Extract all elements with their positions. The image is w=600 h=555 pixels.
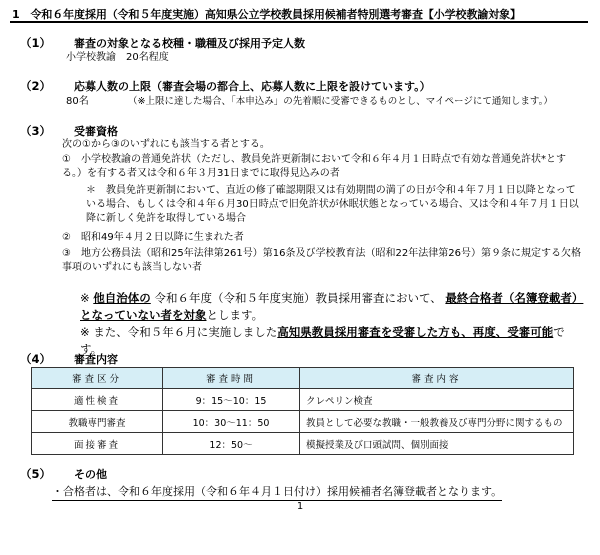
section-2-note: （※上限に達した場合、「本申込み」の先着順に受審できるものとし、マイページにて通知します。） (128, 96, 553, 107)
note-highlight-other-municipality: 他自治体の (93, 291, 151, 305)
section-2-heading: 応募人数の上限（審査会場の都合上、応募人数に上限を設けています。） (74, 80, 431, 93)
table-row (32, 433, 574, 455)
section-3-intro: 次の①から③のいずれにも該当する者とする。 (62, 139, 270, 150)
table-cell: 面接審査 (32, 433, 163, 455)
section-5-body: ・合格者は、令和６年度採用（令和６年４月１日付け）採用候補者名簿登載者となります。 (52, 483, 502, 501)
section-3-number: （3） (20, 124, 52, 138)
table-cell: 教職専門審査 (32, 411, 163, 433)
exam-schedule-table (31, 367, 574, 455)
section-2-count: 80名 (66, 96, 89, 107)
table-header: 審査内容 (300, 368, 574, 389)
note-other-municipality: ※ 他自治体の 令和６年度（令和５年度実施）教員採用審査において、 最終合格者（名簿登載者）となっていない者を対象とします。 (80, 291, 584, 322)
table-cell: 適性検査 (32, 389, 163, 411)
section-3-item-3: ③ 地方公務員法（昭和25年法律第261号）第16条及び学校教育法（昭和22年法律第26号）第９条に規定する欠格事項のいずれにも該当しない者 (62, 248, 581, 273)
table-cell: 教員として必要な教職・一般教養及び専門分野に関するもの (300, 411, 574, 433)
section-2-number: （2） (20, 79, 52, 93)
table-header: 審査時間 (163, 368, 300, 389)
section-3-heading: 受審資格 (74, 125, 118, 138)
page-number: 1 (296, 501, 304, 512)
section-5-number: （5） (20, 467, 52, 481)
table-header-row (32, 368, 574, 389)
title-bar (10, 6, 588, 23)
section-3-item-1-note: ＊ 教員免許更新制において、直近の修了確認期限又は有効期間の満了の日が令和４年７月１日以降となっている場合、もしくは令和４年６月30日時点で旧免許状が休眠状態となっている場合、又は令和４年７月１日以降に新しく免許を取得している場合 (86, 185, 579, 224)
table-cell: 10：30～11：50 (163, 411, 300, 433)
section-1-body: 小学校教諭 20名程度 (66, 52, 169, 63)
note-highlight-retake: 高知県教員採用審査を受審した方も、再度、受審可能 (277, 325, 554, 339)
table-cell: 9：15～10：15 (163, 389, 300, 411)
section-1-heading: 審査の対象となる校種・職種及び採用予定人数 (74, 37, 305, 50)
section-3-notes (80, 290, 585, 358)
section-5-heading: その他 (74, 468, 107, 481)
table-row (32, 411, 574, 433)
note-highlight-final-pass: 最終合格者（名簿登載者）となっていない者を対象 (80, 291, 584, 322)
note-retake: ※ また、令和５年６月に実施しました高知県教員採用審査を受審した方も、再度、受審可能です。 (80, 325, 565, 356)
section-4-heading: 審査内容 (74, 353, 118, 366)
table-row (32, 389, 574, 411)
page-title: 1 令和６年度採用（令和５年度実施）高知県公立学校教員採用候補者特別選考審査【小学校教諭対象】 (12, 8, 521, 21)
table-cell: 12：50～ (163, 433, 300, 455)
table-cell: クレペリン検査 (300, 389, 574, 411)
section-3-item-1: ① 小学校教諭の普通免許状（ただし、教員免許更新制において令和６年４月１日時点で有効な普通免許状*とする。）を有する者又は令和６年３月31日までに取得見込みの者 (62, 154, 566, 179)
table-header: 審査区分 (32, 368, 163, 389)
section-1-number: （1） (20, 36, 52, 50)
section-3-item-2: ② 昭和49年４月２日以降に生まれた者 (62, 232, 244, 243)
table-cell: 模擬授業及び口頭試問、個別面接 (300, 433, 574, 455)
section-4-number: （4） (20, 352, 52, 366)
